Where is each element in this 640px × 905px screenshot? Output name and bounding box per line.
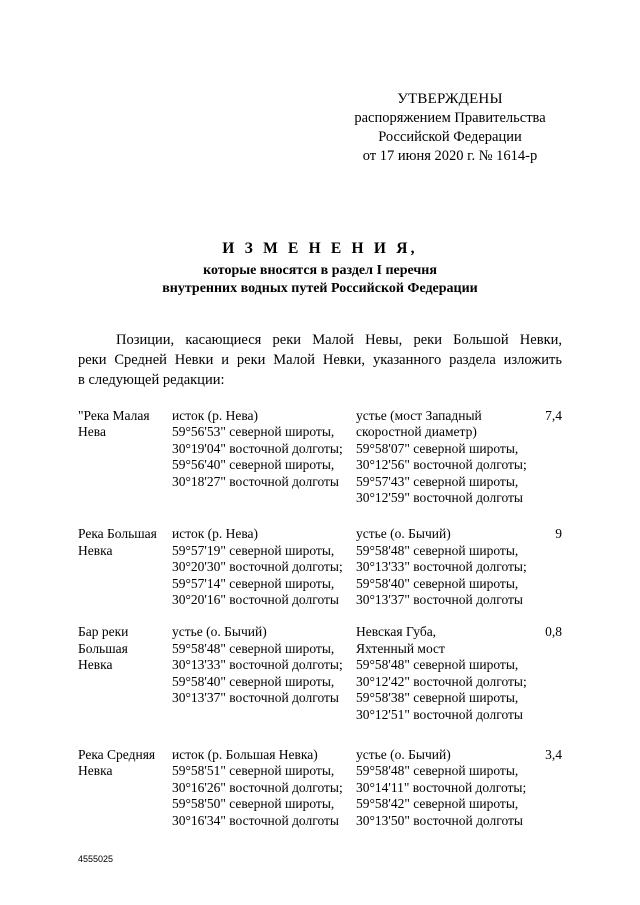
segment-end-line: 59°58'48" северной широты, <box>356 657 519 673</box>
segment-start-line: 30°16'34" восточной долготы <box>172 812 339 828</box>
segment-end-line: устье (мост Западный <box>356 408 482 423</box>
segment-start-line: 30°16'26" восточной долготы; <box>172 779 343 795</box>
segment-start-line: исток (р. Большая Невка) <box>172 746 318 762</box>
segment-end-line: 30°12'51" восточной долготы <box>356 706 523 722</box>
waterway-name-line: "Река Малая <box>78 408 150 423</box>
segment-end-line: 30°12'42" восточной долготы; <box>356 673 527 689</box>
waterway-name <box>78 408 172 506</box>
approval-title: УТВЕРЖДЕНЫ <box>397 91 503 107</box>
segment-length: 0,8 <box>545 624 562 640</box>
waterway-name-line: Невка <box>78 657 113 673</box>
segment-start-line: 30°19'04" восточной долготы; <box>172 440 343 456</box>
segment-start-line: 59°56'40" северной широты, <box>172 457 335 473</box>
segment-start-line: устье (о. Бычий) <box>172 624 267 640</box>
segment-end-line: 30°12'59" восточной долготы <box>356 490 523 506</box>
segment-start-line: 59°57'19" северной широты, <box>172 542 335 558</box>
waterway-name-line: Нева <box>78 424 106 440</box>
document-subtitle-1: которые вносятся в раздел I перечня <box>203 263 437 278</box>
segment-end-line: 59°58'38" северной широты, <box>356 690 519 706</box>
intro-line-2: реки Средней Невки и реки Малой Невки, указанного раздела изложить <box>78 352 562 368</box>
table-row <box>78 408 562 506</box>
segment-end-line: 59°58'48" северной широты, <box>356 542 519 558</box>
segment-end-line: 59°57'43" северной широты, <box>356 473 519 489</box>
segment-end-line: устье (о. Бычий) <box>356 526 451 542</box>
segment-start-line: 30°18'27" восточной долготы <box>172 473 339 489</box>
approval-block <box>330 90 570 166</box>
segment-end <box>356 408 542 506</box>
segment-end-line: 30°13'37" восточной долготы <box>356 592 523 608</box>
waterway-name-line: Невка <box>78 763 113 779</box>
segment-start-line: 30°20'16" восточной долготы <box>172 592 339 608</box>
intro-paragraph <box>78 330 562 390</box>
segment-start-line: 30°13'33" восточной долготы; <box>172 657 343 673</box>
segment-end-line: Яхтенный мост <box>356 640 445 656</box>
segment-start-line: 30°13'37" восточной долготы <box>172 690 339 706</box>
waterway-name-line: Река Большая <box>78 526 157 542</box>
table-row <box>78 526 562 608</box>
segment-start-line: 59°58'50" северной широты, <box>172 796 335 812</box>
waterway-name-line: Бар реки <box>78 624 129 640</box>
segment-end-line: 59°58'42" северной широты, <box>356 796 519 812</box>
segment-end-line: 30°13'33" восточной долготы; <box>356 559 527 575</box>
waterway-name <box>78 747 172 829</box>
segment-start <box>172 408 356 506</box>
segment-end-line: 59°58'48" северной широты, <box>356 763 519 779</box>
approval-line-3: от 17 июня 2020 г. № 1614-р <box>362 148 538 164</box>
segment-end <box>356 747 542 829</box>
waterway-table <box>78 408 562 829</box>
segment-end-line: 59°58'07" северной широты, <box>356 440 519 456</box>
table-row <box>78 747 562 829</box>
segment-start-line: 59°56'53" северной широты, <box>172 424 335 440</box>
waterway-name-line: Невка <box>78 542 113 558</box>
waterway-name-line: Река Средняя <box>78 746 156 762</box>
waterway-name <box>78 624 172 722</box>
segment-start <box>172 526 356 608</box>
segment-length: 9 <box>555 526 562 542</box>
document-subtitle-2: внутренних водных путей Российской Федерации <box>162 281 478 296</box>
intro-line-1: Позиции, касающиеся реки Малой Невы, реки Большой Невки, <box>116 332 562 348</box>
waterway-name <box>78 526 172 608</box>
document-code: 4555025 <box>78 854 114 864</box>
segment-end-line: 30°14'11" восточной долготы; <box>356 779 527 795</box>
segment-end-line: устье (о. Бычий) <box>356 746 451 762</box>
waterway-name-line: Большая <box>78 640 128 656</box>
segment-end-line: 59°58'40" северной широты, <box>356 575 519 591</box>
approval-line-2: Российской Федерации <box>378 129 522 145</box>
table-row <box>78 624 562 722</box>
segment-end-line: 30°12'56" восточной долготы; <box>356 457 527 473</box>
segment-end-line: скоростной диаметр) <box>356 424 477 440</box>
segment-end <box>356 526 542 608</box>
segment-length: 3,4 <box>545 746 562 762</box>
intro-line-3: в следующей редакции: <box>78 372 225 388</box>
segment-start <box>172 624 356 722</box>
segment-start-line: 59°58'48" северной широты, <box>172 640 335 656</box>
segment-start-line: исток (р. Нева) <box>172 408 259 423</box>
segment-start-line: 59°57'14" северной широты, <box>172 575 335 591</box>
segment-start <box>172 747 356 829</box>
document-title: И З М Е Н Е Н И Я, <box>222 240 418 257</box>
approval-line-1: распоряжением Правительства <box>354 110 546 126</box>
segment-end-line: Невская Губа, <box>356 624 437 640</box>
segment-start-line: 59°58'40" северной широты, <box>172 673 335 689</box>
segment-start-line: 59°58'51" северной широты, <box>172 763 335 779</box>
segment-end-line: 30°13'50" восточной долготы <box>356 812 523 828</box>
segment-start-line: 30°20'30" восточной долготы; <box>172 559 343 575</box>
segment-length: 7,4 <box>545 408 562 423</box>
segment-end <box>356 624 542 722</box>
segment-start-line: исток (р. Нева) <box>172 526 259 542</box>
